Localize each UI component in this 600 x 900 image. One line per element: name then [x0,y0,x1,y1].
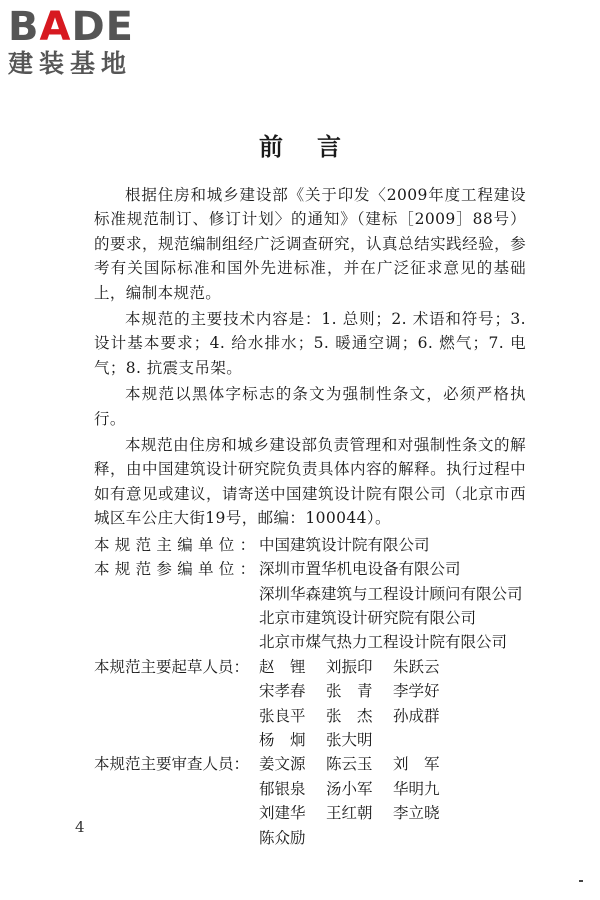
logo-wordmark: BADE [8,4,134,50]
preface-body [94,183,526,850]
person-name: 孙成群 [393,706,440,725]
org-name: 北京市煤气热力工程设计院有限公司 [259,633,508,652]
paragraph: 本规范以黑体字标志的条文为强制性条文，必须严格执行。 [94,385,526,428]
page-number: 4 [75,818,85,836]
page-title: 前言 [259,132,375,161]
chief-unit-label: 本规范主编单位： [94,535,261,554]
person-name: 陈众励 [259,828,306,847]
person-name: 张大明 [326,730,373,749]
logo-subtitle: 建装基地 [8,49,133,78]
paragraph: 根据住房和城乡建设部《关于印发〈2009年度工程建设标准规范制订、修订计划〉的通知》（建标［2009］88号）的要求，规范编制组经广泛调查研究，认真总结实践经验，参考有关国际标准和国外先进标准，并在广泛征求意见的基础上，编制本规范。 [94,186,526,302]
person-name: 杨 炯 [259,730,306,749]
reviewers-row [94,752,526,850]
drafters-row [94,655,526,753]
scan-mark [579,880,583,882]
drafters-label: 本规范主要起草人员： [94,657,250,676]
org-name: 深圳市置华机电设备有限公司 [259,560,461,579]
chief-unit-row [94,533,526,557]
person-name: 姜文源 [259,755,306,774]
person-name: 张 青 [326,682,373,701]
person-name: 郁银泉 [259,779,306,798]
person-name: 刘 军 [393,755,440,774]
person-name: 张 杰 [326,706,373,725]
org-name: 中国建筑设计院有限公司 [259,535,430,554]
person-name: 宋孝春 [259,682,306,701]
contributor-roster [94,533,526,850]
person-name: 李立晓 [393,804,440,823]
person-name: 李学好 [393,682,440,701]
org-name: 深圳华森建筑与工程设计顾问有限公司 [259,584,523,603]
person-name: 朱跃云 [393,657,440,676]
person-name: 陈云玉 [326,755,373,774]
reviewers-label: 本规范主要审查人员： [94,755,250,774]
person-name: 张良平 [259,706,306,725]
person-name: 王红朝 [326,804,373,823]
paragraph: 本规范的主要技术内容是：1. 总则；2. 术语和符号；3. 设计基本要求；4. 给水排水；5. 暖通空调；6. 燃气；7. 电气；8. 抗震支吊架。 [94,310,526,377]
person-name: 刘振印 [326,657,373,676]
person-name: 赵 锂 [259,657,306,676]
person-name: 华明九 [393,779,440,798]
paragraph: 本规范由住房和城乡建设部负责管理和对强制性条文的解释，由中国建筑设计研究院负责具体内容的解释。执行过程中如有意见或建议，请寄送中国建筑设计院有限公司（北京市西城区车公庄大街19号，邮编：100044）。 [94,436,526,528]
participating-units-row [94,557,526,655]
bade-logo [8,6,178,78]
person-name: 汤小军 [326,779,373,798]
person-name: 刘建华 [259,804,306,823]
org-name: 北京市建筑设计研究院有限公司 [259,608,477,627]
participating-units-label: 本规范参编单位： [94,560,261,579]
